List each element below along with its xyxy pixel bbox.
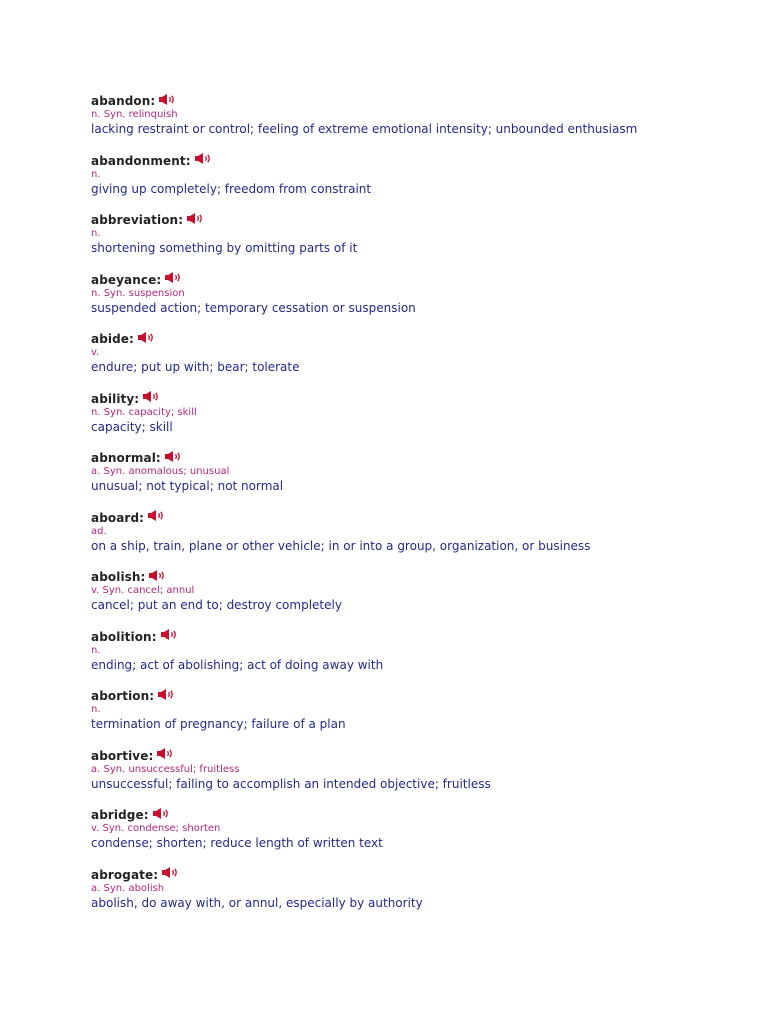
- part-of-speech: v. Syn. cancel; annul: [91, 585, 195, 596]
- definition: giving up completely; freedom from constraint: [91, 181, 372, 196]
- speaker-icon[interactable]: [159, 94, 176, 105]
- speaker-icon[interactable]: [143, 391, 160, 402]
- definition: condense; shorten; reduce length of written text: [91, 836, 383, 850]
- definition: ending; act of abolishing; act of doing away with: [91, 657, 384, 672]
- speaker-icon[interactable]: [157, 748, 174, 759]
- definition: suspended action; temporary cessation or suspension: [91, 300, 416, 315]
- definition: unusual; not typical; not normal: [91, 479, 284, 493]
- definition: lacking restraint or control; feeling of extreme emotional intensity; unbounded enthusiasm: [91, 122, 638, 136]
- entry-header: [91, 153, 731, 169]
- definition: endure; put up with; bear; tolerate: [91, 360, 300, 374]
- headword: abandonment:: [91, 153, 191, 168]
- definition: unsuccessful; failing to accomplish an intended objective; fruitless: [91, 776, 491, 791]
- definition: shortening something by omitting parts of it: [91, 241, 358, 255]
- entry-header: [91, 807, 731, 823]
- dictionary-entry-4: [91, 272, 731, 316]
- dictionary-entry-9: [91, 569, 731, 613]
- part-of-speech: n. Syn. capacity; skill: [91, 406, 197, 418]
- entry-header: [91, 748, 731, 764]
- part-of-speech: a. Syn. abolish: [91, 882, 165, 894]
- headword: abortive:: [91, 748, 154, 763]
- definition: on a ship, train, plane or other vehicle; in or into a group, organization, or business: [91, 538, 591, 553]
- speaker-icon[interactable]: [165, 451, 182, 462]
- speaker-icon[interactable]: [187, 213, 204, 224]
- part-of-speech: n. Syn. suspension: [91, 287, 185, 299]
- entry-header: [91, 93, 731, 109]
- part-of-speech: n. Syn. relinquish: [91, 109, 178, 120]
- headword: abrogate:: [91, 867, 159, 882]
- entry-header: [91, 569, 731, 585]
- headword: abolition:: [91, 629, 157, 644]
- definition: capacity; skill: [91, 419, 173, 434]
- speaker-icon[interactable]: [138, 332, 155, 343]
- dictionary-entry-13: [91, 807, 731, 851]
- part-of-speech: a. Syn. anomalous; unusual: [91, 466, 230, 477]
- dictionary-entry-11: [91, 688, 731, 732]
- headword: abide:: [91, 332, 134, 346]
- headword: ability:: [91, 391, 140, 406]
- dictionary-entry-8: [91, 510, 731, 554]
- headword: abandon:: [91, 94, 156, 108]
- headword: abnormal:: [91, 451, 161, 465]
- entry-header: [91, 510, 731, 526]
- speaker-icon[interactable]: [162, 867, 179, 878]
- headword: abeyance:: [91, 272, 162, 287]
- dictionary-entry-10: [91, 629, 731, 673]
- speaker-icon[interactable]: [148, 510, 165, 521]
- part-of-speech: n.: [91, 704, 101, 715]
- speaker-icon[interactable]: [149, 570, 166, 581]
- headword: abolish:: [91, 570, 146, 584]
- dictionary-entry-1: [91, 93, 731, 137]
- dictionary-entry-2: [91, 153, 731, 197]
- part-of-speech: v. Syn. condense; shorten: [91, 823, 221, 834]
- dictionary-entry-7: [91, 450, 731, 494]
- entry-header: [91, 212, 731, 228]
- entry-header: [91, 450, 731, 466]
- speaker-icon[interactable]: [161, 629, 178, 640]
- part-of-speech: n.: [91, 228, 101, 239]
- entry-header: [91, 688, 731, 704]
- part-of-speech: n.: [91, 644, 101, 656]
- dictionary-entry-5: [91, 331, 731, 375]
- dictionary-entry-6: [91, 391, 731, 435]
- dictionary-entry-12: [91, 748, 731, 792]
- definition: termination of pregnancy; failure of a plan: [91, 717, 346, 731]
- headword: abbreviation:: [91, 213, 184, 227]
- part-of-speech: a. Syn. unsuccessful; fruitless: [91, 763, 240, 775]
- dictionary-entry-3: [91, 212, 731, 256]
- entry-header: [91, 331, 731, 347]
- speaker-icon[interactable]: [195, 153, 212, 164]
- speaker-icon[interactable]: [158, 689, 175, 700]
- speaker-icon[interactable]: [153, 808, 170, 819]
- entry-header: [91, 629, 731, 645]
- definition: cancel; put an end to; destroy completely: [91, 598, 342, 612]
- entry-header: [91, 867, 731, 883]
- headword: abortion:: [91, 689, 155, 703]
- dictionary-entry-14: [91, 867, 731, 911]
- speaker-icon[interactable]: [165, 272, 182, 283]
- entry-header: [91, 272, 731, 288]
- definition: abolish, do away with, or annul, especially by authority: [91, 895, 423, 910]
- part-of-speech: n.: [91, 168, 101, 180]
- headword: aboard:: [91, 510, 145, 525]
- part-of-speech: v.: [91, 347, 100, 358]
- headword: abridge:: [91, 808, 149, 822]
- entry-header: [91, 391, 731, 407]
- part-of-speech: ad.: [91, 525, 107, 537]
